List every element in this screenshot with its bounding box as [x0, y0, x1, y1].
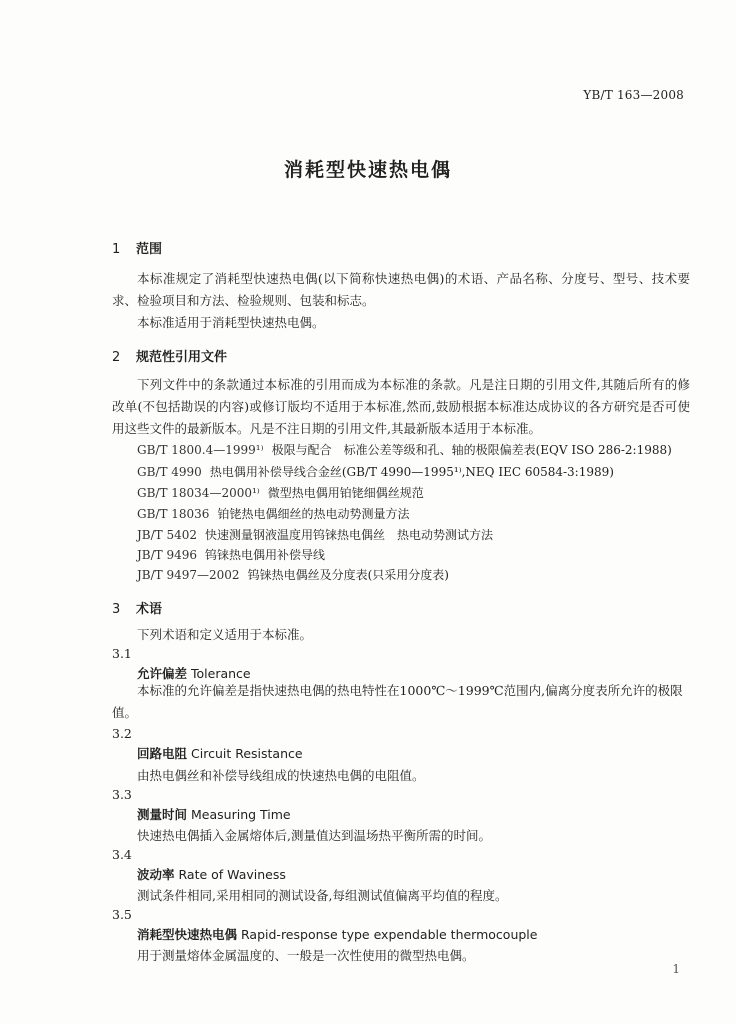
reference-item [137, 484, 424, 501]
reference-code: JB/T 9496 [137, 548, 198, 562]
page-number: 1 [672, 962, 680, 976]
term-number: 3.5 [112, 907, 132, 922]
term-definition: 快速热电偶插入金属熔体后,测量值达到温场热平衡所需的时间。 [137, 828, 491, 843]
document-title: 消耗型快速热电偶 [283, 159, 452, 181]
term-number: 3.4 [112, 847, 132, 862]
reference-item [137, 463, 614, 480]
section-1-heading [112, 238, 162, 257]
term-zh: 回路电阻 [137, 746, 188, 761]
section-1-paragraph-2: 本标准适用于消耗型快速热电偶。 [137, 315, 325, 330]
reference-item [137, 441, 672, 458]
term-heading [137, 865, 286, 883]
reference-title: 极限与配合 标准公差等级和孔、轴的极限偏差表(EQV ISO 286-2:1988) [271, 443, 672, 457]
term-number: 3.3 [112, 787, 132, 802]
reference-code: JB/T 9497—2002 [137, 568, 240, 582]
reference-item [137, 566, 449, 583]
term-definition: 测试条件相同,采用相同的测试设备,每组测试值偏离平均值的程度。 [137, 888, 508, 903]
term-definition: 由热电偶丝和补偿导线组成的快速热电偶的电阻值。 [137, 768, 425, 783]
reference-code: GB/T 18034—2000¹⁾ [137, 486, 260, 500]
term-zh: 消耗型快速热电偶 [137, 927, 238, 942]
reference-item [137, 546, 325, 563]
term-en: Measuring Time [191, 807, 291, 822]
reference-title: 铂铑热电偶细丝的热电动势测量方法 [217, 507, 410, 521]
term-en: Circuit Resistance [191, 746, 303, 761]
reference-code: GB/T 1800.4—1999¹⁾ [137, 443, 264, 457]
reference-code: GB/T 4990 [137, 465, 202, 479]
term-en: Rate of Waviness [178, 867, 286, 882]
section-3-intro: 下列术语和定义适用于本标准。 [137, 627, 313, 642]
section-number: 1 [112, 242, 121, 257]
reference-title: 钨铼热电偶用补偿导线 [205, 548, 326, 562]
term-zh: 波动率 [137, 867, 175, 882]
section-2-intro: 下列文件中的条款通过本标准的引用而成为本标准的条款。凡是注日期的引用文件,其随后所有的修改单(不包括勘误的内容)或修订版均不适用于本标准,然而,鼓励根据本标准达成协议的各方研究是否可使用这些文件的最新版本。凡是不注日期的引用文件,其最新版本适用于本标准。 [112, 377, 690, 436]
term-zh: 允许偏差 [137, 666, 188, 681]
standard-code: YB/T 163—2008 [583, 88, 684, 102]
section-title: 规范性引用文件 [136, 350, 228, 365]
reference-item [137, 526, 493, 543]
reference-code: GB/T 18036 [137, 507, 210, 521]
reference-item [137, 505, 409, 522]
term-heading [137, 805, 291, 823]
section-title: 术语 [136, 602, 163, 617]
section-number: 3 [112, 602, 121, 617]
term-definition: 用于测量熔体金属温度的、一般是一次性使用的微型热电偶。 [137, 948, 475, 963]
term-zh: 测量时间 [137, 807, 188, 822]
term-heading [137, 744, 303, 762]
term-heading [137, 925, 537, 943]
section-3-heading [112, 598, 162, 617]
section-title: 范围 [136, 242, 163, 257]
term-definition: 本标准的允许偏差是指快速热电偶的热电特性在1000℃～1999℃范围内,偏离分度表所允许的极限值。 [112, 683, 683, 720]
term-number: 3.1 [112, 646, 132, 661]
term-number: 3.2 [112, 726, 132, 741]
term-en: Rapid-response type expendable thermocouple [241, 927, 538, 942]
term-en: Tolerance [191, 666, 251, 681]
reference-title: 热电偶用补偿导线合金丝(GB/T 4990—1995¹⁾,NEQ IEC 60584-3:1989) [209, 465, 614, 479]
section-number: 2 [112, 350, 121, 365]
reference-title: 微型热电偶用铂铑细偶丝规范 [267, 486, 424, 500]
reference-code: JB/T 5402 [137, 528, 198, 542]
reference-title: 钨铼热电偶丝及分度表(只采用分度表) [247, 568, 449, 582]
reference-title: 快速测量钢液温度用钨铼热电偶丝 热电动势测试方法 [205, 528, 494, 542]
section-2-heading [112, 346, 227, 365]
section-1-paragraph-1: 本标准规定了消耗型快速热电偶(以下简称快速热电偶)的术语、产品名称、分度号、型号、技术要求、检验项目和方法、检验规则、包装和标志。 [112, 271, 690, 308]
